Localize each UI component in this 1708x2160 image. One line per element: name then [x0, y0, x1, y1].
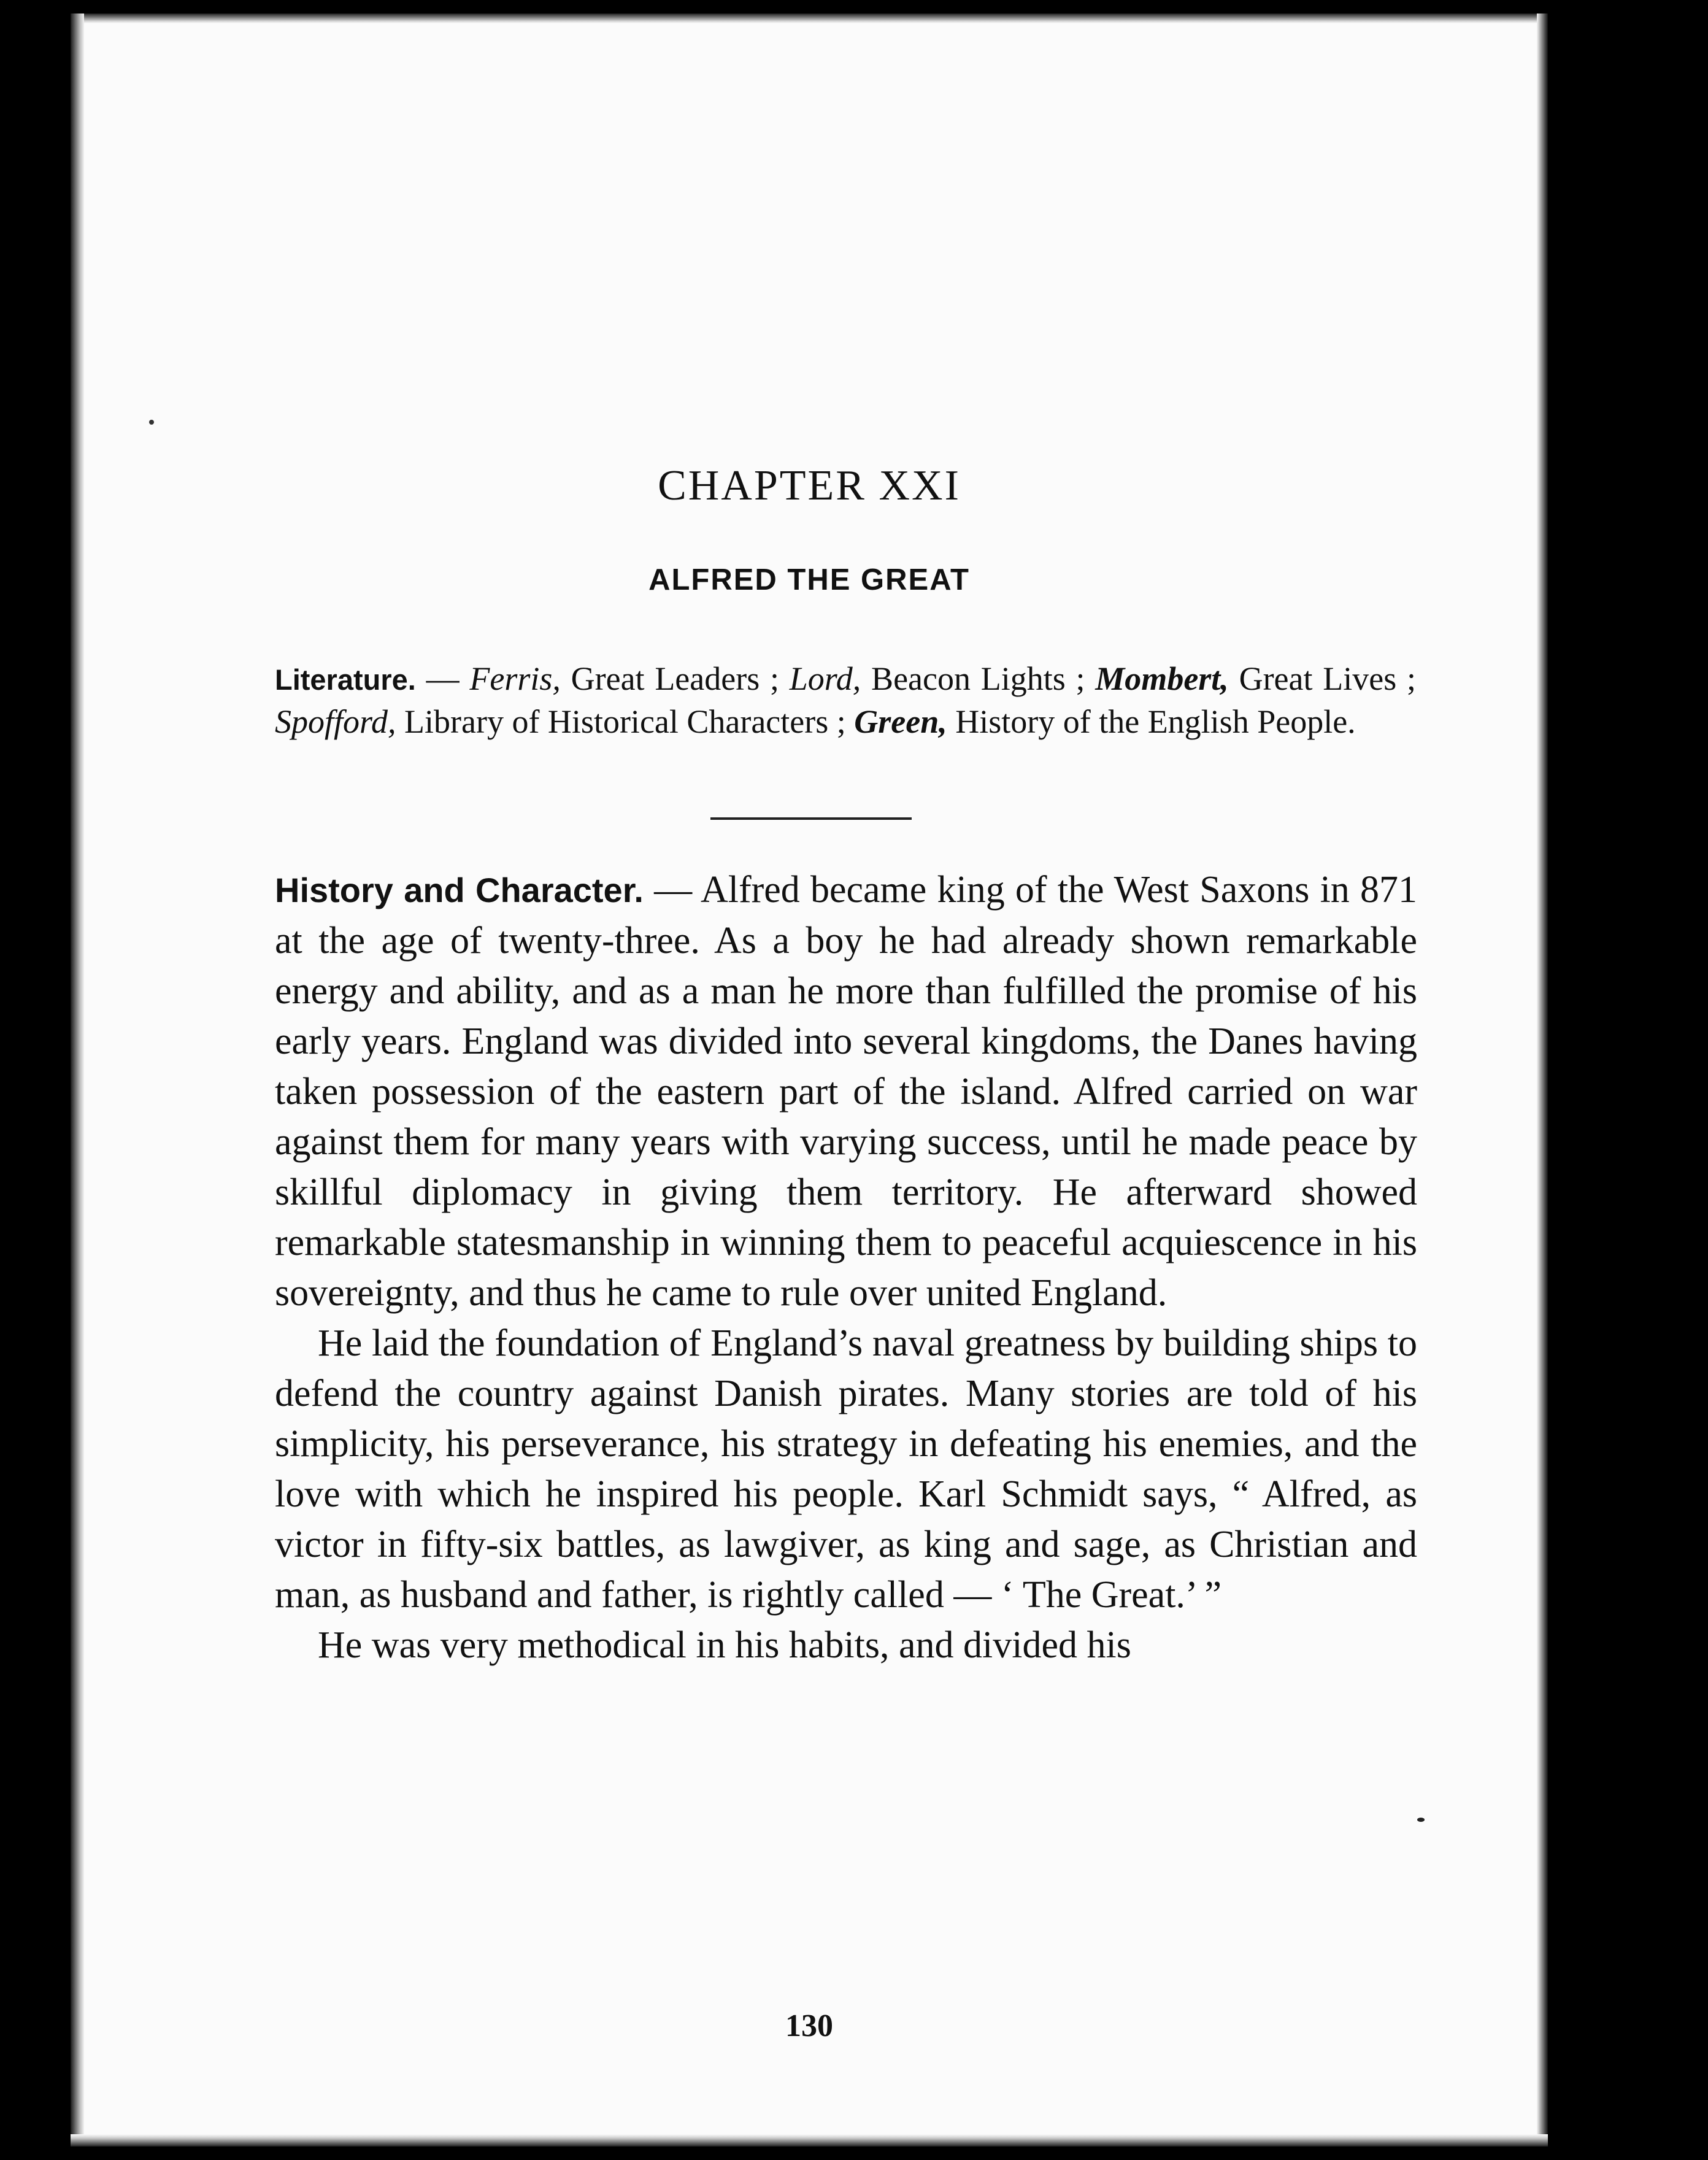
section-dash: — [643, 869, 701, 911]
reference-author: Ferris, [469, 660, 561, 697]
scan-speck [149, 420, 154, 425]
literature-references [275, 658, 1416, 742]
paragraph: He was very methodical in his habits, and divided his [318, 1624, 1131, 1666]
body-text [275, 865, 1417, 1670]
scan-speck [1417, 1818, 1425, 1822]
book-page [71, 14, 1548, 2146]
reference-author: Green, [854, 703, 947, 740]
reference-author: Spofford, [275, 703, 396, 740]
reference-work: Beacon Lights ; [861, 660, 1096, 697]
reference-author: Lord, [789, 660, 861, 697]
reference-work: Great Lives ; [1228, 660, 1416, 697]
reference-author: Mombert, [1095, 660, 1229, 697]
page-number: 130 [785, 2008, 833, 2043]
literature-label: Literature. [275, 663, 416, 696]
reference-work: History of the English People. [947, 703, 1356, 740]
reference-work: Library of Historical Characters ; [396, 703, 855, 740]
page-edge-right [1537, 14, 1548, 2146]
reference-work: Great Leaders ; [560, 660, 790, 697]
section-label: History and Character. [275, 871, 644, 909]
section-divider [710, 817, 912, 820]
page-edge-bottom [71, 2134, 1548, 2146]
page-edge-left [71, 14, 84, 2146]
paragraph: He laid the foundation of England’s naval greatness by building ships to defend the country against Danish pirates. Many stories are told of his simplicity, his perseverance, his strategy in defeating his enemies, and the love with which he inspired his people. Karl Schmidt says, “ Alfred, as victor in fifty-six battles, as lawgiver, as king and sage, as Christian and man, as husband and father, is rightly called — ‘ The Great.’ ” [275, 1322, 1417, 1616]
literature-dash: — [415, 660, 470, 697]
chapter-subtitle: ALFRED THE GREAT [648, 563, 970, 596]
paragraph [275, 865, 1417, 1318]
paragraph-text: Alfred became king of the West Saxons in 871 at the age of twenty-three. As a boy he had already shown remarkable energy and ability, and as a man he more than fulfilled the promise of his early years. England was divided into several kingdoms, the Danes having taken possession of the eastern part of the island. Alfred carried on war against them for many years with varying success, until he made peace by skillful diplomacy in giving them territory. He afterward showed remarkable statesmanship in winning them to peaceful acquiescence in his sovereignty, and thus he came to rule over united England. [275, 869, 1418, 1314]
chapter-title: CHAPTER XXI [658, 462, 961, 509]
page-edge-top [71, 14, 1548, 23]
